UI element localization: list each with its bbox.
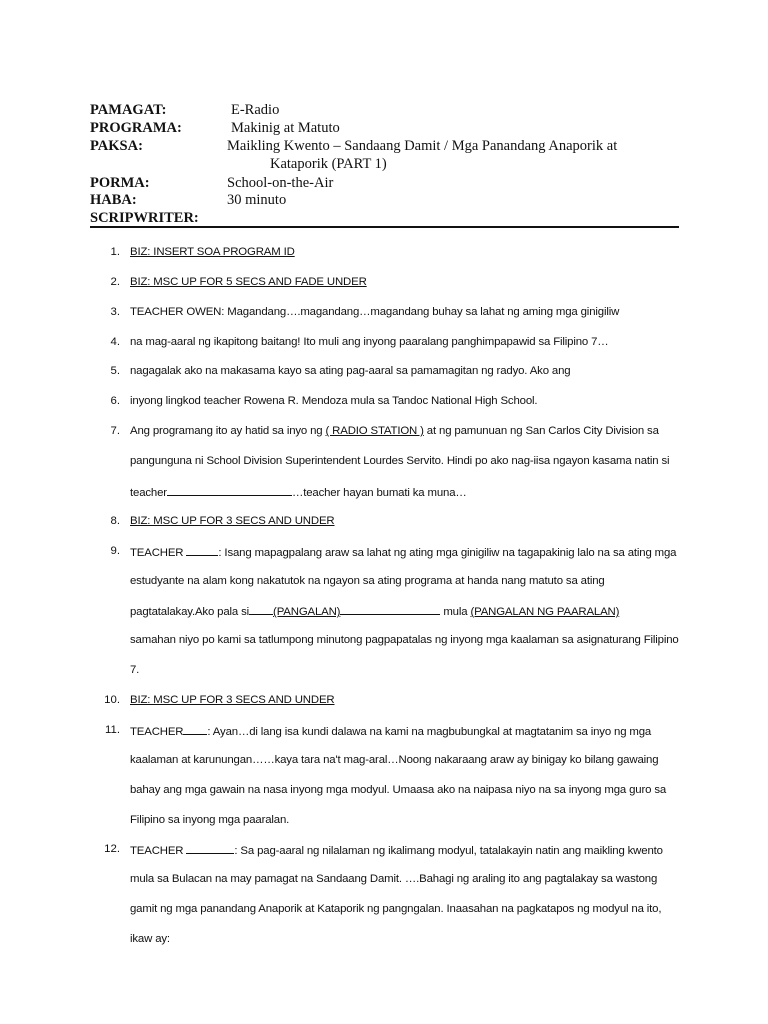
pamagat-label: PAMAGAT: [90,102,167,118]
name-blank-left[interactable] [249,603,273,615]
line-number: 4. [110,336,120,348]
haba-label: HABA: [90,192,137,208]
line-9-teacher-word: TEACHER [130,547,187,559]
programa-label: PROGRAMA: [90,120,182,136]
script-line-7-cont-1: pangunguna ni School Division Superintendent Lourdes Servito. Hindi po ako nag-iisa ngayon kasama natin si [130,455,670,467]
teacher-name-blank[interactable] [186,544,218,556]
line-9-mula: mula [440,606,471,618]
header-divider [90,226,679,228]
script-line-2: BIZ: MSC UP FOR 5 SECS AND FADE UNDER [130,276,367,288]
programa-value: Makinig at Matuto [231,120,340,136]
scripwriter-label: SCRIPWRITER: [90,210,199,226]
teacher-name-blank[interactable] [186,842,234,854]
pamagat-value: E-Radio [231,102,280,118]
line-number: 11. [105,724,120,736]
script-line-10: BIZ: MSC UP FOR 3 SECS AND UNDER [130,694,335,706]
script-line-11-cont-1: kaalaman at karunungan……kaya tara na't mag-aral…Noong nakaraang araw ay binigay ko bilang gawaing [130,754,659,766]
script-line-9 [130,544,676,560]
haba-value: 30 minuto [227,192,287,208]
porma-label: PORMA: [90,175,150,191]
script-line-8: BIZ: MSC UP FOR 3 SECS AND UNDER [130,515,335,527]
script-line-11 [130,723,651,739]
script-line-9-cont-1: estudyante na alam kong nakatutok na ngayon sa ating programa at handa nang matuto sa ating [130,575,605,587]
script-line-9-cont-4: 7. [130,664,140,676]
line-7-text-a: Ang programang ito ay hatid sa inyo ng [130,425,326,437]
school-name-placeholder: (PANGALAN NG PAARALAN) [470,606,620,618]
line-9-intro: pagtatalakay.Ako pala si [130,606,250,618]
radio-station-placeholder: ( RADIO STATION ) [325,425,424,437]
script-line-11-cont-3: Filipino sa inyong mga paaralan. [130,814,290,826]
script-line-5: nagagalak ako na makasama kayo sa ating pag-aaral sa pamamagitan ng radyo. Ako ang [130,365,571,377]
teacher-name-blank[interactable] [183,723,207,735]
line-number: 3. [110,306,120,318]
line-7-teacher-word: teacher [130,487,167,499]
script-line-9-cont-2 [130,603,619,619]
name-placeholder: (PANGALAN) [273,606,341,618]
script-line-4: na mag-aaral ng ikapitong baitang! Ito muli ang inyong paaralang panghimpapawid sa Filipino 7… [130,336,609,348]
line-11-teacher-word: TEACHER [130,726,184,738]
script-line-6: inyong lingkod teacher Rowena R. Mendoza mula sa Tandoc National High School. [130,395,538,407]
line-12-text: : Sa pag-aaral ng nilalaman ng ikalimang modyul, tatalakayin natin ang maikling kwento [234,845,663,857]
porma-value: School-on-the-Air [227,175,334,191]
script-line-12-cont-1: mula sa Bulacan na may pamagat na Sandaang Damit. ….Bahagi ng araling ito ang pagtalakay sa wastong [130,873,658,885]
line-number: 2. [110,276,120,288]
line-number: 8. [110,515,120,527]
script-line-12 [130,842,663,858]
script-line-7-cont-2 [130,484,467,500]
script-line-1: BIZ: INSERT SOA PROGRAM ID [130,246,295,258]
line-7-text-c: at ng pamunuan ng San Carlos City Division sa [423,425,659,437]
line-12-teacher-word: TEACHER [130,845,187,857]
line-number: 5. [110,365,120,377]
script-line-12-cont-2: gamit ng mga panandang Anaporik at Kataporik ng pangngalan. Inaasahan na pagkatapos ng modyul na ito, [130,903,662,915]
script-line-12-cont-3: ikaw ay: [130,933,170,945]
name-blank-right[interactable] [340,603,440,615]
line-7-greeting: …teacher hayan bumati ka muna… [291,487,467,499]
paksa-value-line-2: Kataporik (PART 1) [270,156,387,172]
line-number: 1. [110,246,120,258]
line-number: 10. [104,694,120,706]
line-number: 6. [110,395,120,407]
line-number: 12. [104,843,120,855]
script-line-9-cont-3: samahan niyo po kami sa tatlumpong minutong pagpapatalas ng inyong mga kaalaman sa asignaturang Filipino [130,634,679,646]
script-line-3: TEACHER OWEN: Magandang….magandang…magandang buhay sa lahat ng aming mga ginigiliw [130,306,620,318]
paksa-value-line-1: Maikling Kwento – Sandaang Damit / Mga Panandang Anaporik at [227,138,618,154]
line-11-text: : Ayan…di lang isa kundi dalawa na kami na magbubungkal at magtatanim sa inyo ng mga [207,726,652,738]
script-line-11-cont-2: bahay ang mga gawain na nasa inyong mga modyul. Umaasa ako na naipasa niyo na sa inyong mga guro sa [130,784,667,796]
teacher-name-blank[interactable] [167,484,292,496]
line-number: 9. [110,545,120,557]
line-9-text: : Isang mapagpalang araw sa lahat ng ating mga ginigiliw na tagapakinig lalo na sa ating mga [218,547,677,559]
script-line-7 [130,424,659,438]
line-number: 7. [110,425,120,437]
paksa-label: PAKSA: [90,138,143,154]
